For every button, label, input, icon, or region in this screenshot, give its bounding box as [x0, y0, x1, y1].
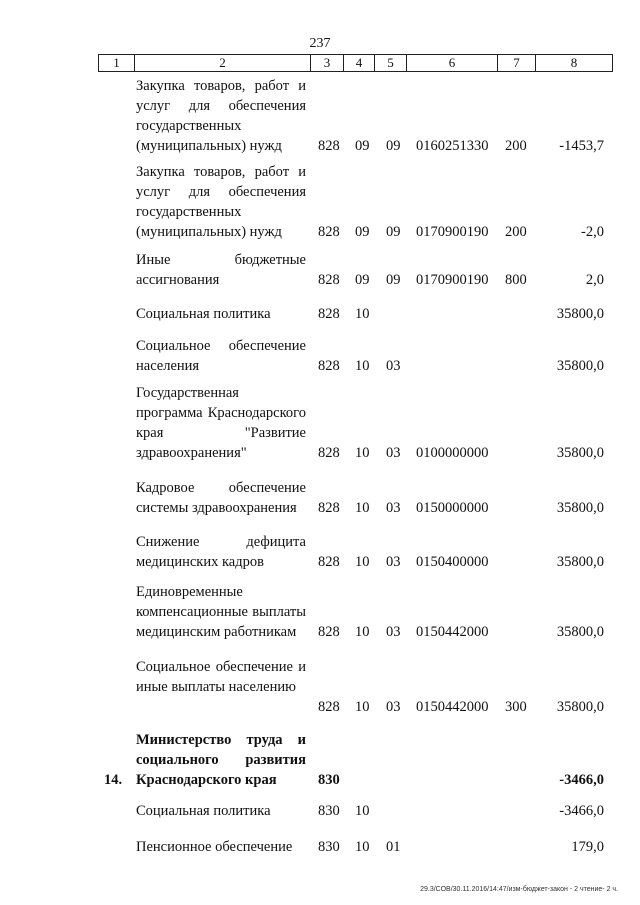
row-description: Социальное обеспечение населения	[136, 338, 306, 374]
row-description: Государственная программа Краснодарского края "Развитие здравоохранения"	[136, 385, 306, 461]
table-row	[0, 250, 640, 290]
row-target-code: 0150000000	[416, 500, 489, 516]
row-amount: 35800,0	[556, 699, 604, 715]
row-ministry-code: 828	[318, 224, 340, 240]
row-section: 10	[355, 358, 370, 374]
table-row	[0, 76, 640, 156]
row-target-code: 0170900190	[416, 224, 489, 240]
row-subsection: 03	[386, 624, 401, 640]
row-description: Закупка товаров, работ и услуг для обеспечения государственных (муниципальных) нужд	[136, 164, 306, 240]
row-number: 14.	[104, 772, 123, 788]
row-description: Иные бюджетные ассигнования	[136, 252, 306, 288]
header-col-6: 6	[407, 55, 498, 72]
header-col-5: 5	[375, 55, 407, 72]
row-target-code: 0100000000	[416, 445, 489, 461]
row-amount: -1453,7	[559, 138, 604, 154]
row-amount: 35800,0	[556, 624, 604, 640]
document-footer: 29.3/СОВ/30.11.2016/14:47/изм-бюджет-закон - 2 чтение- 2 ч.	[420, 886, 618, 893]
table-row	[0, 304, 640, 324]
row-expense-type: 800	[505, 272, 527, 288]
row-ministry-code: 830	[318, 803, 340, 819]
row-target-code: 0150442000	[416, 699, 489, 715]
row-subsection: 03	[386, 500, 401, 516]
row-description: Кадровое обеспечение системы здравоохранения	[136, 480, 306, 516]
row-amount: 179,0	[571, 839, 604, 855]
row-target-code: 0170900190	[416, 272, 489, 288]
row-description: Снижение дефицита медицинских кадров	[136, 534, 306, 570]
row-section: 10	[355, 839, 370, 855]
header-col-4: 4	[344, 55, 375, 72]
row-ministry-code: 828	[318, 624, 340, 640]
header-col-3: 3	[311, 55, 344, 72]
table-row	[0, 478, 640, 518]
table-row	[0, 730, 640, 790]
row-subsection: 01	[386, 839, 401, 855]
header-col-8: 8	[536, 55, 613, 72]
row-description: Социальное обеспечение и иные выплаты населению	[136, 659, 306, 695]
header-col-7: 7	[498, 55, 536, 72]
table-row	[0, 582, 640, 642]
row-ministry-code: 828	[318, 358, 340, 374]
table-row	[0, 336, 640, 376]
row-ministry-code: 830	[318, 772, 340, 788]
row-target-code: 0150400000	[416, 554, 489, 570]
row-description: Единовременные компенсационные выплаты медицинским работникам	[136, 584, 306, 640]
header-col-1: 1	[99, 55, 135, 72]
row-subsection: 09	[386, 138, 401, 154]
row-expense-type: 200	[505, 138, 527, 154]
column-header-table	[98, 54, 613, 72]
page-number: 237	[309, 36, 331, 51]
row-section: 10	[355, 306, 370, 322]
table-row	[0, 837, 640, 857]
row-description: Пенсионное обеспечение	[136, 839, 293, 855]
table-row	[0, 532, 640, 572]
row-section: 10	[355, 445, 370, 461]
row-ministry-code: 828	[318, 554, 340, 570]
table-row	[0, 657, 640, 717]
row-subsection: 03	[386, 699, 401, 715]
row-ministry-code: 828	[318, 445, 340, 461]
row-amount: 35800,0	[556, 500, 604, 516]
row-amount: 35800,0	[556, 554, 604, 570]
row-ministry-code: 830	[318, 839, 340, 855]
row-description: Социальная политика	[136, 306, 271, 322]
row-section: 10	[355, 500, 370, 516]
table-row	[0, 383, 640, 463]
row-section: 10	[355, 699, 370, 715]
row-subsection: 03	[386, 445, 401, 461]
row-description: Социальная политика	[136, 803, 271, 819]
row-expense-type: 300	[505, 699, 527, 715]
table-row	[0, 162, 640, 242]
row-section: 09	[355, 224, 370, 240]
row-ministry-code: 828	[318, 306, 340, 322]
row-subsection: 09	[386, 272, 401, 288]
row-expense-type: 200	[505, 224, 527, 240]
row-target-code: 0160251330	[416, 138, 489, 154]
header-col-2: 2	[135, 55, 311, 72]
row-ministry-code: 828	[318, 138, 340, 154]
row-ministry-code: 828	[318, 272, 340, 288]
row-subsection: 03	[386, 554, 401, 570]
row-section: 09	[355, 272, 370, 288]
table-row	[0, 801, 640, 821]
row-section: 10	[355, 624, 370, 640]
row-section: 10	[355, 554, 370, 570]
row-ministry-code: 828	[318, 500, 340, 516]
row-subsection: 09	[386, 224, 401, 240]
row-section: 10	[355, 803, 370, 819]
row-ministry-code: 828	[318, 699, 340, 715]
row-amount: 35800,0	[556, 358, 604, 374]
row-description: Закупка товаров, работ и услуг для обеспечения государственных (муниципальных) нужд	[136, 78, 306, 154]
row-amount: -3466,0	[559, 772, 604, 788]
row-subsection: 03	[386, 358, 401, 374]
row-amount: 35800,0	[556, 445, 604, 461]
row-amount: 35800,0	[556, 306, 604, 322]
row-target-code: 0150442000	[416, 624, 489, 640]
row-amount: -2,0	[581, 224, 604, 240]
row-description: Министерство труда и социального развития Краснодарского края	[136, 732, 306, 788]
row-amount: -3466,0	[559, 803, 604, 819]
row-amount: 2,0	[585, 272, 604, 288]
row-section: 09	[355, 138, 370, 154]
